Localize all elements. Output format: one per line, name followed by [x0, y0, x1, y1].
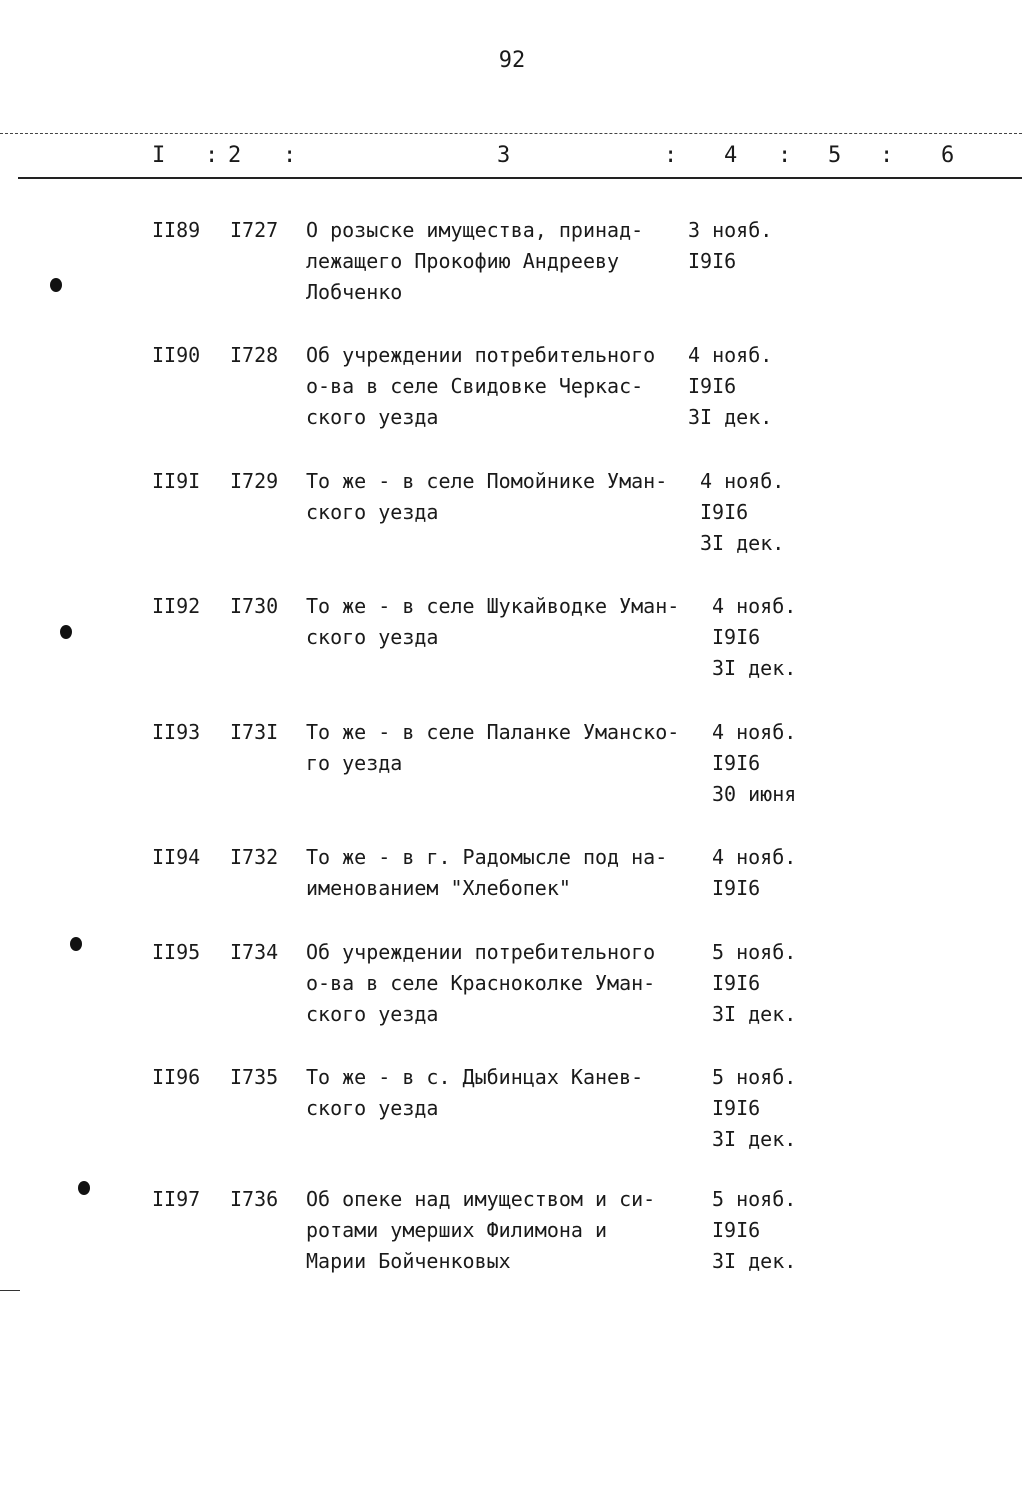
file-number: I735	[230, 1065, 279, 1089]
date-line: 4 нояб.	[688, 343, 773, 367]
entry-number: II9I	[152, 469, 201, 493]
file-number: I734	[230, 940, 279, 964]
date-line: I9I6	[688, 249, 737, 273]
entry-title	[306, 842, 690, 904]
entry-dates	[688, 215, 772, 277]
file-number: I732	[230, 845, 279, 869]
title-line: Лобченко	[306, 280, 403, 304]
date-line: 3I дек.	[700, 531, 785, 555]
file-number: I727	[230, 218, 279, 242]
header-top-rule	[0, 133, 1022, 134]
title-line: ского уезда	[306, 625, 439, 649]
entry-dates	[712, 842, 796, 904]
entry-dates	[712, 591, 796, 684]
title-line: лежащего Прокофию Андрееву	[306, 249, 620, 273]
entry-dates	[712, 937, 796, 1030]
title-line: То же - в с. Дыбинцах Канев-	[306, 1065, 644, 1089]
entry-title	[306, 717, 690, 779]
entry-dates	[712, 717, 796, 810]
file-number: I729	[230, 469, 279, 493]
date-line: 5 нояб.	[712, 1065, 797, 1089]
title-line: ротами умерших Филимона и	[306, 1218, 608, 1242]
file-number: I728	[230, 343, 279, 367]
date-line: I9I6	[688, 374, 737, 398]
entry-title	[306, 937, 690, 1030]
title-line: о-ва в селе Красноколке Уман-	[306, 971, 656, 995]
date-line: 4 нояб.	[712, 720, 797, 744]
title-line: То же - в селе Шукайводке Уман-	[306, 594, 680, 618]
entry-dates	[712, 1184, 796, 1277]
header-bottom-rule	[18, 177, 1022, 179]
title-line: ского уезда	[306, 405, 439, 429]
title-line: го уезда	[306, 751, 403, 775]
file-number: I730	[230, 594, 279, 618]
date-line: I9I6	[712, 1096, 761, 1120]
column-separator: :	[880, 143, 894, 168]
entry-title	[306, 1062, 690, 1124]
date-line: I9I6	[712, 876, 761, 900]
title-line: То же - в селе Помойнике Уман-	[306, 469, 668, 493]
entry-title	[306, 215, 690, 308]
title-line: Об опеке над имуществом и си-	[306, 1187, 656, 1211]
title-line: Об учреждении потребительного	[306, 343, 656, 367]
date-line: 3I дек.	[712, 1249, 797, 1273]
date-line: I9I6	[712, 971, 761, 995]
date-line: 4 нояб.	[712, 845, 797, 869]
title-line: именованием "Хлебопек"	[306, 876, 571, 900]
date-line: 3I дек.	[688, 405, 773, 429]
entry-title	[306, 466, 690, 528]
title-line: ского уезда	[306, 1002, 439, 1026]
title-line: То же - в селе Паланке Уманско-	[306, 720, 680, 744]
entry-number: II93	[152, 720, 201, 744]
entry-number: II96	[152, 1065, 201, 1089]
title-line: о-ва в селе Свидовке Черкас-	[306, 374, 644, 398]
date-line: 4 нояб.	[700, 469, 785, 493]
date-line: 5 нояб.	[712, 1187, 797, 1211]
entry-number: II89	[152, 218, 201, 242]
title-line: Марии Бойченковых	[306, 1249, 511, 1273]
column-separator: :	[778, 143, 792, 168]
date-line: 3I дек.	[712, 656, 797, 680]
entry-title	[306, 591, 690, 653]
column-header-5: 5	[828, 143, 842, 168]
date-line: I9I6	[712, 1218, 761, 1242]
entry-number: II95	[152, 940, 201, 964]
date-line: 3I дек.	[712, 1002, 797, 1026]
column-header-6: 6	[941, 143, 955, 168]
title-line: О розыске имущества, принад-	[306, 218, 644, 242]
date-line: I9I6	[700, 500, 749, 524]
entry-dates	[700, 466, 784, 559]
file-number: I736	[230, 1187, 279, 1211]
page-number: 92	[498, 48, 526, 73]
column-header-row	[0, 143, 1024, 173]
punch-hole-mark	[70, 937, 82, 951]
date-line: 3I дек.	[712, 1127, 797, 1151]
title-line: ского уезда	[306, 500, 439, 524]
title-line: Об учреждении потребительного	[306, 940, 656, 964]
date-line: 30 июня	[712, 782, 797, 806]
date-line: I9I6	[712, 751, 761, 775]
entry-number: II94	[152, 845, 201, 869]
punch-hole-mark	[50, 278, 62, 292]
entry-title	[306, 340, 690, 433]
entry-number: II90	[152, 343, 201, 367]
date-line: I9I6	[712, 625, 761, 649]
file-number: I73I	[230, 720, 279, 744]
column-separator: :	[664, 143, 678, 168]
column-separator: :	[205, 143, 219, 168]
margin-mark	[0, 1290, 20, 1291]
punch-hole-mark	[78, 1181, 90, 1195]
entry-dates	[688, 340, 772, 433]
title-line: То же - в г. Радомысле под на-	[306, 845, 668, 869]
date-line: 5 нояб.	[712, 940, 797, 964]
entry-dates	[712, 1062, 796, 1155]
entry-number: II92	[152, 594, 201, 618]
entry-title	[306, 1184, 690, 1277]
column-header-2: 2	[228, 143, 242, 168]
punch-hole-mark	[60, 625, 72, 639]
title-line: ского уезда	[306, 1096, 439, 1120]
date-line: 4 нояб.	[712, 594, 797, 618]
column-header-1: I	[152, 143, 166, 168]
date-line: 3 нояб.	[688, 218, 773, 242]
column-header-3: 3	[497, 143, 511, 168]
column-separator: :	[283, 143, 297, 168]
entry-number: II97	[152, 1187, 201, 1211]
column-header-4: 4	[724, 143, 738, 168]
